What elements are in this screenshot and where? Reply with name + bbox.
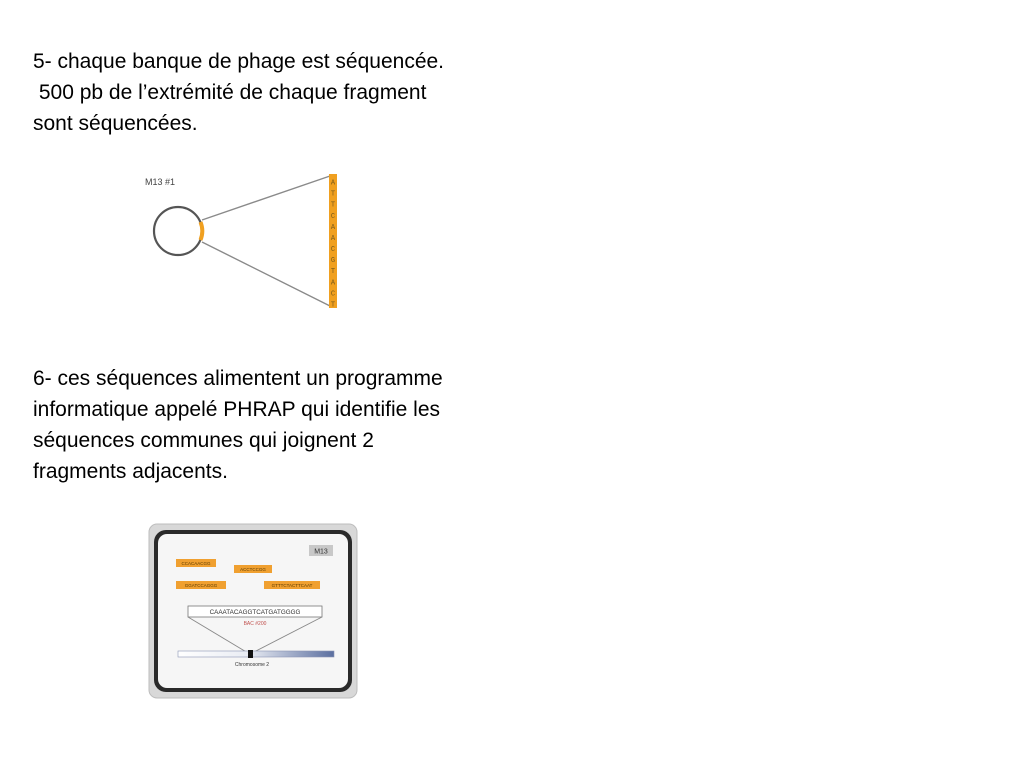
fragment-text: GTTTCTACTTCAAT [271,583,313,588]
consensus-sequence: CAAATACAGGTCATGATGGGG [209,609,301,616]
paragraph-step-6 [33,363,553,487]
step-6-line-2: informatique appelé PHRAP qui identifie les [33,398,441,421]
phrap-assembly-figure [148,523,358,699]
fragment-text: CCACAACGG [181,561,211,566]
m13-label: M13 #1 [145,177,176,187]
m13-figure-svg [140,168,370,313]
sequence-letter: T [330,190,336,199]
sequence-letter: T [330,268,336,277]
chromosome-locus-marker [248,650,253,658]
sequence-letter: C [330,290,336,299]
fragment-text: ACCTCCGG [240,567,266,572]
sequence-letter: C [330,246,336,255]
phrap-figure-svg [148,523,358,699]
phage-insert-highlight [201,222,203,240]
sequence-letter: C [330,212,336,221]
zoom-line-top [202,176,330,220]
fragment-text: GGATCCAGGG [184,583,218,588]
step-6-line-4: fragments adjacents. [33,460,228,483]
chromosome-label: Chromosome 2 [234,662,270,668]
step-5-line-3: sont séquencées. [33,112,198,135]
step-6-line-3: séquences communes qui joignent 2 [33,429,374,452]
m13-sequencing-figure [140,168,370,313]
chromosome-bar [178,651,334,657]
sequence-letter: A [330,234,336,243]
step-5-line-2: 500 pb de l’extrémité de chaque fragment [33,81,427,104]
consensus-sublabel: BAC #200 [243,621,267,627]
sequence-letter: T [330,201,336,210]
corner-label: M13 [314,548,328,556]
step-5-line-1: 5- chaque banque de phage est séquencée. [33,50,445,73]
sequence-letter: A [330,179,336,188]
sequence-letter: T [330,301,336,310]
step-6-line-1: 6- ces séquences alimentent un programme [33,367,443,390]
sequence-letter: A [330,223,336,232]
sequence-letter: G [330,257,336,266]
zoom-line-bottom [202,242,330,306]
phage-circle [154,207,202,255]
sequence-letter: A [330,279,336,288]
paragraph-step-5 [33,46,553,139]
